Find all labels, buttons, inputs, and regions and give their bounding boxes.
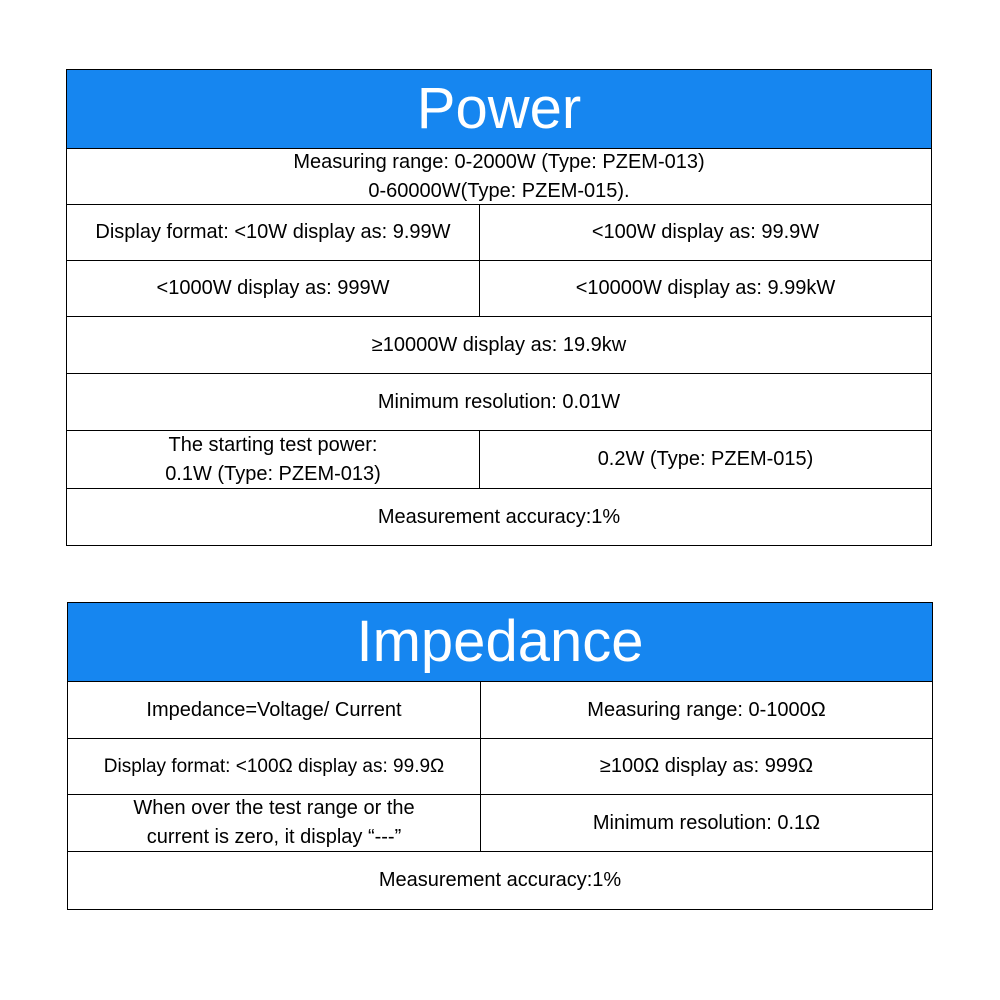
impedance-min-resolution: Minimum resolution: 0.1Ω xyxy=(592,811,821,834)
power-display-100w: <100W display as: 99.9W xyxy=(591,221,820,243)
impedance-row-1 xyxy=(68,682,932,739)
power-range-line2: 0-60000W(Type: PZEM-015). xyxy=(368,179,630,202)
impedance-accuracy-row xyxy=(68,852,932,909)
impedance-over-range-line2: current is zero, it display “---” xyxy=(146,826,402,848)
power-start-line2: 0.1W (Type: PZEM-013) xyxy=(165,462,381,485)
impedance-display-ge100: ≥100Ω display as: 999Ω xyxy=(599,755,814,777)
impedance-over-range xyxy=(68,795,481,851)
impedance-display-100: Display format: <100Ω display as: 99.9Ω xyxy=(68,739,481,794)
power-title: Power xyxy=(67,70,931,149)
power-display-ge10000w: ≥10000W display as: 19.9kw xyxy=(371,333,627,356)
impedance-row-3 xyxy=(68,795,932,852)
power-accuracy: Measurement accuracy:1% xyxy=(377,505,621,528)
impedance-accuracy: Measurement accuracy:1% xyxy=(378,869,622,891)
power-display-row-2 xyxy=(67,261,931,317)
impedance-table xyxy=(67,602,933,910)
power-start-line1: The starting test power: xyxy=(168,433,378,456)
impedance-row-2 xyxy=(68,739,932,795)
power-start-row xyxy=(67,431,931,489)
power-resolution-row xyxy=(67,374,931,431)
power-range-line1: Measuring range: 0-2000W (Type: PZEM-013) xyxy=(293,150,705,173)
impedance-formula: Impedance=Voltage/ Current xyxy=(68,682,481,738)
power-accuracy-row xyxy=(67,489,931,545)
impedance-range: Measuring range: 0-1000Ω xyxy=(587,698,826,721)
power-start-013 xyxy=(67,431,480,488)
power-display-row-3 xyxy=(67,317,931,374)
power-min-resolution: Minimum resolution: 0.01W xyxy=(377,390,621,413)
impedance-over-range-line1: When over the test range or the xyxy=(133,797,415,819)
power-display-1000w: <1000W display as: 999W xyxy=(67,261,480,316)
power-display-row-1 xyxy=(67,205,931,261)
power-display-10000w: <10000W display as: 9.99kW xyxy=(575,277,836,299)
impedance-title: Impedance xyxy=(68,603,932,682)
power-range-cell xyxy=(67,149,931,204)
power-start-015: 0.2W (Type: PZEM-015) xyxy=(597,448,814,470)
power-display-10w: Display format: <10W display as: 9.99W xyxy=(67,205,480,260)
power-range-row xyxy=(67,149,931,205)
power-table xyxy=(66,69,932,546)
